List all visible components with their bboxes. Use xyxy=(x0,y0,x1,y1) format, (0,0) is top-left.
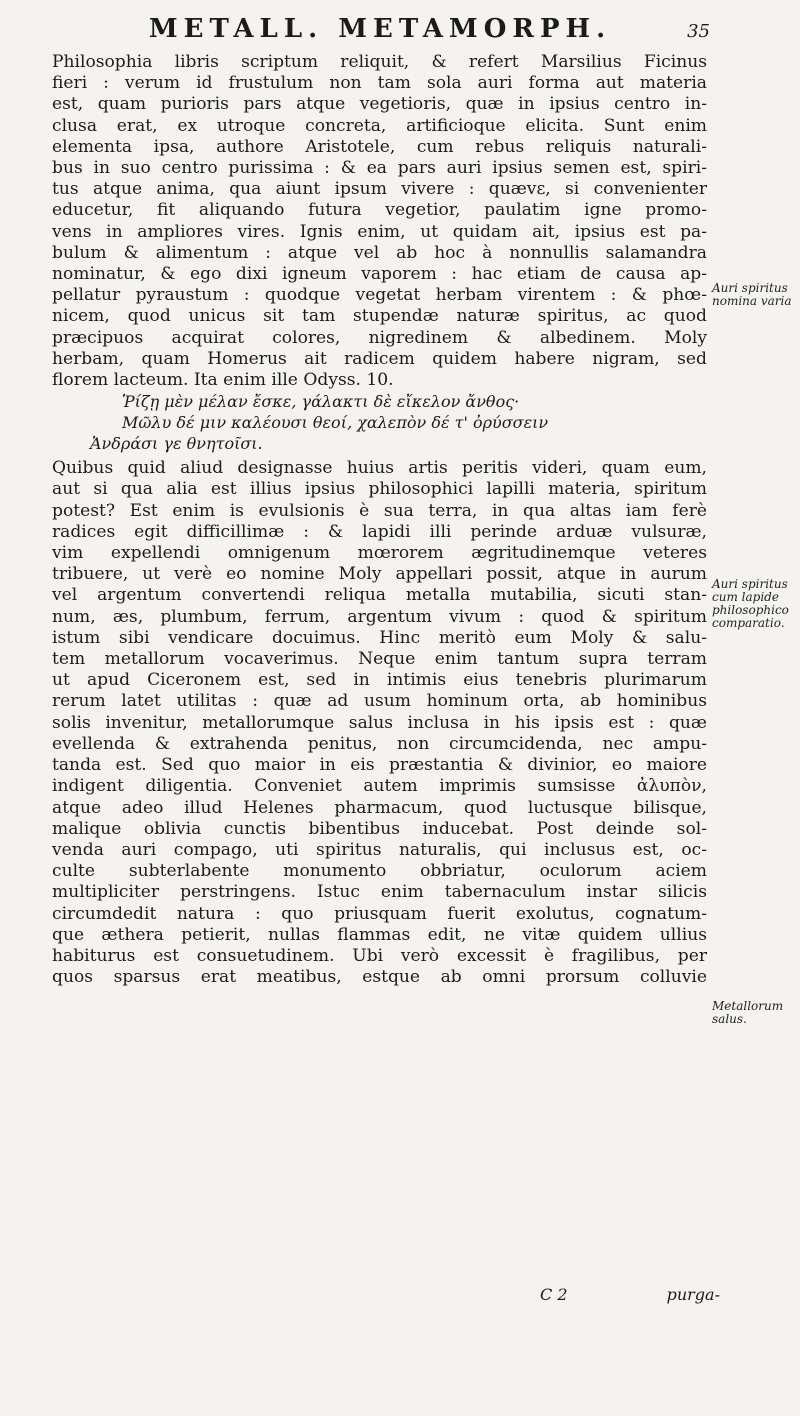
margin-note-lapis-comparatio: Auri spiritus cum lapide philosophico comparatio. xyxy=(712,577,789,630)
page-header xyxy=(90,14,710,44)
text-line: florem lacteum. Ita enim ille Odyss. 10. xyxy=(52,370,394,391)
text-line: vel argentum convertendi reliqua metalla mutabilia, sicuti stan- xyxy=(52,585,707,606)
text-line: tribuere, ut verè eo nomine Moly appellari possit, atque in aurum xyxy=(52,564,707,585)
text-line: pellatur pyraustum : quodque vegetat herbam virentem : & phœ- xyxy=(52,285,707,306)
text-line: que æthera petierit, nullas flammas edit, ne vitæ quidem ullius xyxy=(52,924,707,945)
text-line: ut apud Ciceronem est, sed in intimis eius tenebris plurimarum xyxy=(52,670,707,691)
catchword: purga- xyxy=(666,1285,720,1304)
text-line: num, æs, plumbum, ferrum, argentum vivum : quod & spiritum xyxy=(52,606,707,627)
text-line: Philosophia libris scriptum reliquit, & refert Marsilius Ficinus xyxy=(52,52,707,72)
text-line: nicem, quod unicus sit tam stupendæ naturæ spiritus, ac quod xyxy=(52,306,707,327)
text-line: quos sparsus erat meatibus, estque ab omni prorsum colluvie xyxy=(52,967,707,988)
text-line: nominatur, & ego dixi igneum vaporem : hac etiam de causa ap- xyxy=(52,264,707,285)
text-line: atque adeo illud Helenes pharmacum, quod luctusque bilisque, xyxy=(52,797,707,818)
margin-note-auri-spiritus-nomina: Auri spiritus nomina varia xyxy=(712,281,792,308)
running-head: METALL. METAMORPH. xyxy=(148,14,612,44)
text-line: aut si qua alia est illius ipsius philosophici lapilli materia, spiritum xyxy=(52,479,707,500)
text-line: clusa erat, ex utroque concreta, artificioque elicita. Sunt enim xyxy=(52,115,707,136)
text-line: culte subterlabente monumento obbriatur, oculorum aciem xyxy=(52,861,707,882)
text-line: istum sibi vendicare docuimus. Hinc meritò eum Moly & salu- xyxy=(52,627,707,648)
text-line: est, quam purioris pars atque vegetioris, quæ in ipsius centro in- xyxy=(52,94,707,115)
text-line: bus in suo centro purissima : & ea pars auri ipsius semen est, spiri- xyxy=(52,158,707,179)
text-line: vens in ampliores vires. Ignis enim, ut quidam ait, ipsius est pa- xyxy=(52,221,707,242)
text-line: potest? Est enim is evulsionis è sua terra, in qua altas iam ferè xyxy=(52,500,707,521)
text-line: elementa ipsa, authore Aristotele, cum rebus reliquis naturali- xyxy=(52,136,707,157)
text-line: malique oblivia cunctis bibentibus inducebat. Post deinde sol- xyxy=(52,818,707,839)
text-line: herbam, quam Homerus ait radicem quidem habere nigram, sed xyxy=(52,348,707,369)
text-line: educetur, fit aliquando futura vegetior, paulatim igne promo- xyxy=(52,200,707,221)
signature-mark: C 2 xyxy=(540,1285,568,1304)
text-line: evellenda & extrahenda penitus, non circumcidenda, nec ampu- xyxy=(52,733,707,754)
greek-verse-line: Μῶλυ δέ μιν καλέουσι θεοί, χαλεπὸν δέ τ' ὀρύσσειν xyxy=(122,413,549,433)
greek-verse-line: Ἀνδράσι γε θνητοῖσι. xyxy=(90,434,263,454)
greek-verse-line: Ῥίζῃ μὲν μέλαν ἔσκε, γάλακτι δὲ εἴκελον ἄνθος· xyxy=(122,392,520,412)
text-line: vim expellendi omnigenum mœrorem ægritudinemque veteres xyxy=(52,543,707,564)
text-line: habiturus est consuetudinem. Ubi verò excessit è fragilibus, per xyxy=(52,945,707,966)
body-text xyxy=(52,52,707,988)
page-number: 35 xyxy=(687,21,710,42)
text-line: tus atque anima, qua aiunt ipsum vivere : quævε, si convenienter xyxy=(52,179,707,200)
text-line: bulum & alimentum : atque vel ab hoc à nonnullis salamandra xyxy=(52,242,707,263)
text-line: solis invenitur, metallorumque salus inclusa in his ipsis est : quæ xyxy=(52,712,707,733)
text-line: tanda est. Sed quo maior in eis præstantia & divinior, eo maiore xyxy=(52,755,707,776)
text-line: venda auri compago, uti spiritus naturalis, qui inclusus est, oc- xyxy=(52,839,707,860)
text-line: rerum latet utilitas : quæ ad usum hominum orta, ab hominibus xyxy=(52,691,707,712)
text-line: tem metallorum vocaverimus. Neque enim tantum supra terram xyxy=(52,649,707,670)
page-footer xyxy=(540,1285,720,1304)
text-line: fieri : verum id frustulum non tam sola auri forma aut materia xyxy=(52,73,707,94)
text-line: radices egit difficillimæ : & lapidi illi perinde arduæ vulsuræ, xyxy=(52,521,707,542)
text-line: circumdedit natura : quo priusquam fuerit exolutus, cognatum- xyxy=(52,903,707,924)
text-line: præcipuos acquirat colores, nigredinem & albedinem. Moly xyxy=(52,327,707,348)
text-line: Quibus quid aliud designasse huius artis peritis videri, quam eum, xyxy=(52,458,707,479)
text-line: multipliciter perstringens. Istuc enim tabernaculum instar silicis xyxy=(52,882,707,903)
margin-note-metallorum-salus: Metallorum salus. xyxy=(712,999,784,1026)
text-line: indigent diligentia. Conveniet autem imprimis sumsisse ἀλυπὸν, xyxy=(52,776,707,797)
